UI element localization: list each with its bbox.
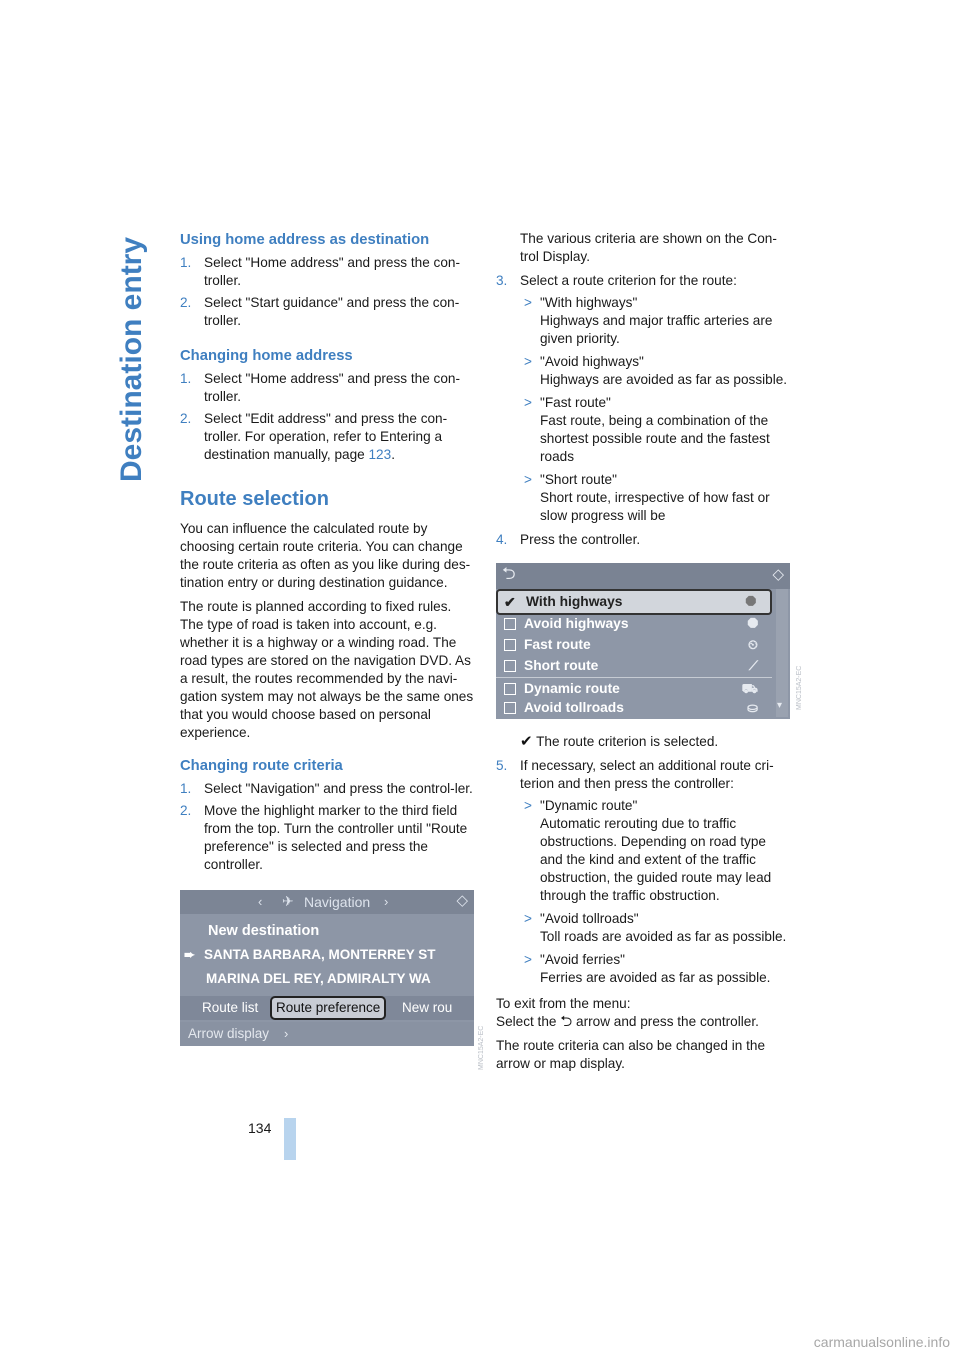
- change-home-steps: [180, 370, 474, 464]
- menu-row: New destination: [208, 923, 320, 939]
- screen-header: [180, 890, 474, 914]
- chevron-left-icon: ‹: [258, 894, 263, 909]
- criterion-fast-route[interactable]: Fast route ⏲: [496, 634, 772, 656]
- step-3: [496, 272, 790, 549]
- home-steps: [180, 254, 474, 330]
- step-number: 1.: [180, 781, 192, 796]
- step-5: [496, 757, 790, 987]
- page-marker-bar: [284, 1118, 296, 1160]
- list-item: > "Avoid highways" Highways are avoided as far as possible.: [524, 354, 788, 387]
- checkbox-icon: [504, 660, 516, 672]
- criterion-short-route[interactable]: Short route ⟋: [496, 655, 772, 677]
- paragraph: Select the ⮌ arrow and press the controller.: [496, 1013, 759, 1030]
- navigation-icon: ✈: [282, 893, 294, 909]
- step-number: 2.: [180, 411, 192, 426]
- paragraph: ✔ The route criterion is selected.: [520, 733, 719, 750]
- tab-route-list[interactable]: Route list: [202, 1000, 259, 1015]
- paragraph: The route is planned according to fixed rules. The type of road is taken into account, e.g. whether it is a highway or a winding road. The road types are stored on the navigation DVD. As a result, the routes recommended by the navi-gation system may not always be the same ones that you would choose based on personal experience.: [180, 599, 474, 740]
- criteria-list: [520, 294, 790, 525]
- tab-route-preference[interactable]: Route preference: [270, 996, 386, 1020]
- paragraph: The various criteria are shown on the Con-trol Display.: [520, 231, 777, 264]
- list-item: [180, 780, 474, 798]
- heading-changing-criteria: Changing route criteria: [180, 758, 343, 774]
- step-text: Select "Navigation" and press the control-ler.: [204, 781, 473, 796]
- criterion-dynamic-route[interactable]: Dynamic route ⛟: [496, 678, 772, 700]
- paragraph: The route criteria can also be changed in the arrow or map display.: [496, 1038, 766, 1071]
- page-link[interactable]: 123: [368, 447, 392, 462]
- menu-row: MARINA DEL REY, ADMIRALTY WA: [206, 971, 431, 986]
- list-item: > "Avoid tollroads" Toll roads are avoided as far as possible.: [524, 911, 787, 944]
- checkbox-icon: [504, 702, 516, 714]
- highway-icon: ⯃: [745, 594, 756, 609]
- short-route-icon: ⟋: [748, 658, 758, 673]
- checkmark-icon: ✔: [520, 733, 533, 750]
- step-text: Select "Edit address" and press the con-troller. For operation, refer to Entering a destination manually, page: [204, 411, 448, 462]
- list-item: 2. Select "Edit address" and press the con-troller. For operation, refer to Entering a destination manually, page 123.: [180, 411, 448, 462]
- heading-change-home: Changing home address: [180, 348, 353, 364]
- checkbox-icon: [504, 683, 516, 695]
- list-item: [180, 370, 474, 406]
- checkbox-icon: [504, 639, 516, 651]
- controller-icon: ◇: [772, 566, 784, 583]
- paragraph: To exit from the menu:: [496, 996, 631, 1011]
- watermark: carmanualsonline.info: [813, 1334, 950, 1350]
- list-item: > "Fast route" Fast route, being a combination of the shortest possible route and the fastest roads: [524, 395, 770, 464]
- route-criteria-screenshot: [496, 563, 790, 719]
- screen-header-title: Navigation: [304, 894, 371, 910]
- chevron-right-icon: ›: [384, 894, 389, 909]
- screen-header: [496, 563, 790, 589]
- list-item: 3. Select a route criterion for the route: > "With highways" Highways and major traffic arteries are given priority. > "Avoid highways" Highways are avoided as far as possible. > "Fast route" Fast route, being a combination of the shortest possible route and the fastest roads > "Short route" Short route, irrespective of how fast or slow progress will be: [496, 272, 790, 525]
- back-arrow-icon: ⮌: [560, 1013, 573, 1030]
- avoid-highway-icon: ⯃: [747, 616, 758, 631]
- image-code: MNC15A2-EC: [796, 665, 803, 710]
- checkmark-icon: ✔: [504, 594, 516, 610]
- heading-home-address: Using home address as destination: [180, 232, 430, 248]
- image-code: MNC15A2-EC: [478, 1025, 485, 1070]
- left-column: [180, 230, 474, 1046]
- step-text: Select "Start guidance" and press the con-troller.: [204, 295, 460, 328]
- list-item: [180, 802, 474, 874]
- list-item: > "Dynamic route" Automatic rerouting due to traffic obstructions. Depending on road type and the kind and extent of the traffic obstruction, the guided route may lead through the traffic obstruction.: [524, 798, 772, 903]
- route-arrow-icon: ➨: [184, 947, 195, 962]
- toll-icon: ⛀: [747, 700, 758, 715]
- navigation-menu-screenshot: [180, 890, 474, 1046]
- step-text: Move the highlight marker to the third field from the top. Turn the controller until "Route preference" is selected and press the controller.: [204, 803, 468, 872]
- back-arrow-icon[interactable]: ⮌: [502, 564, 516, 583]
- menu-row: ➨ SANTA BARBARA, MONTERREY ST: [184, 947, 436, 962]
- checkbox-icon: [504, 618, 516, 630]
- criterion-avoid-highways[interactable]: Avoid highways ⯃: [496, 613, 772, 635]
- step-number: 2.: [180, 803, 192, 818]
- step-text: Select "Home address" and press the con-troller.: [204, 371, 460, 404]
- step-number: 2.: [180, 295, 192, 310]
- list-item: [180, 254, 474, 290]
- menu-row: Arrow display ›: [180, 1022, 474, 1046]
- controller-icon: ◇: [456, 892, 468, 909]
- list-item: 5. If necessary, select an additional route cri-terion and then press the controller: > "Dynamic route" Automatic rerouting due to traffic obstructions. Depending on road type and the kind and extent of the traffic obstruction, the guided route may lead through the traffic obstruction. > "Avoid tollroads" Toll roads are avoided as far as possible. > "Avoid ferries" Ferries are avoided as far as possible.: [496, 757, 790, 987]
- extra-criteria-list: [520, 797, 790, 987]
- list-item: > "Short route" Short route, irrespective of how fast or slow progress will be: [524, 472, 770, 523]
- step-number: 1.: [180, 371, 192, 386]
- tab-new-route[interactable]: New rou: [402, 1000, 453, 1015]
- criteria-steps: [180, 780, 474, 874]
- list-item: [180, 294, 474, 330]
- page-number: 134: [248, 1120, 272, 1136]
- chevron-down-icon: ▾: [777, 700, 783, 711]
- right-column: [496, 230, 790, 1079]
- criterion-avoid-tollroads[interactable]: Avoid tollroads ⛀: [496, 697, 772, 719]
- paragraph: You can influence the calculated route by choosing certain route criteria. You can change the route criteria as often as you like during des-tination entry or during destination guidance.: [180, 521, 471, 590]
- step-text: Select "Home address" and press the con-troller.: [204, 255, 460, 288]
- step-number: 1.: [180, 255, 192, 270]
- scrollbar[interactable]: [776, 589, 788, 717]
- traffic-icon: ⛟: [741, 681, 758, 696]
- list-item: 4. Press the controller.: [496, 532, 641, 547]
- heading-route-selection: Route selection: [180, 488, 329, 510]
- chevron-right-icon: ›: [284, 1026, 289, 1041]
- list-item: > "With highways" Highways and major traffic arteries are given priority.: [524, 295, 773, 346]
- list-item: > "Avoid ferries" Ferries are avoided as far as possible.: [524, 952, 771, 985]
- clock-icon: ⏲: [747, 637, 758, 652]
- criterion-with-highways[interactable]: ✔ With highways ⯃: [496, 589, 772, 615]
- section-side-title: Destination entry: [115, 236, 148, 482]
